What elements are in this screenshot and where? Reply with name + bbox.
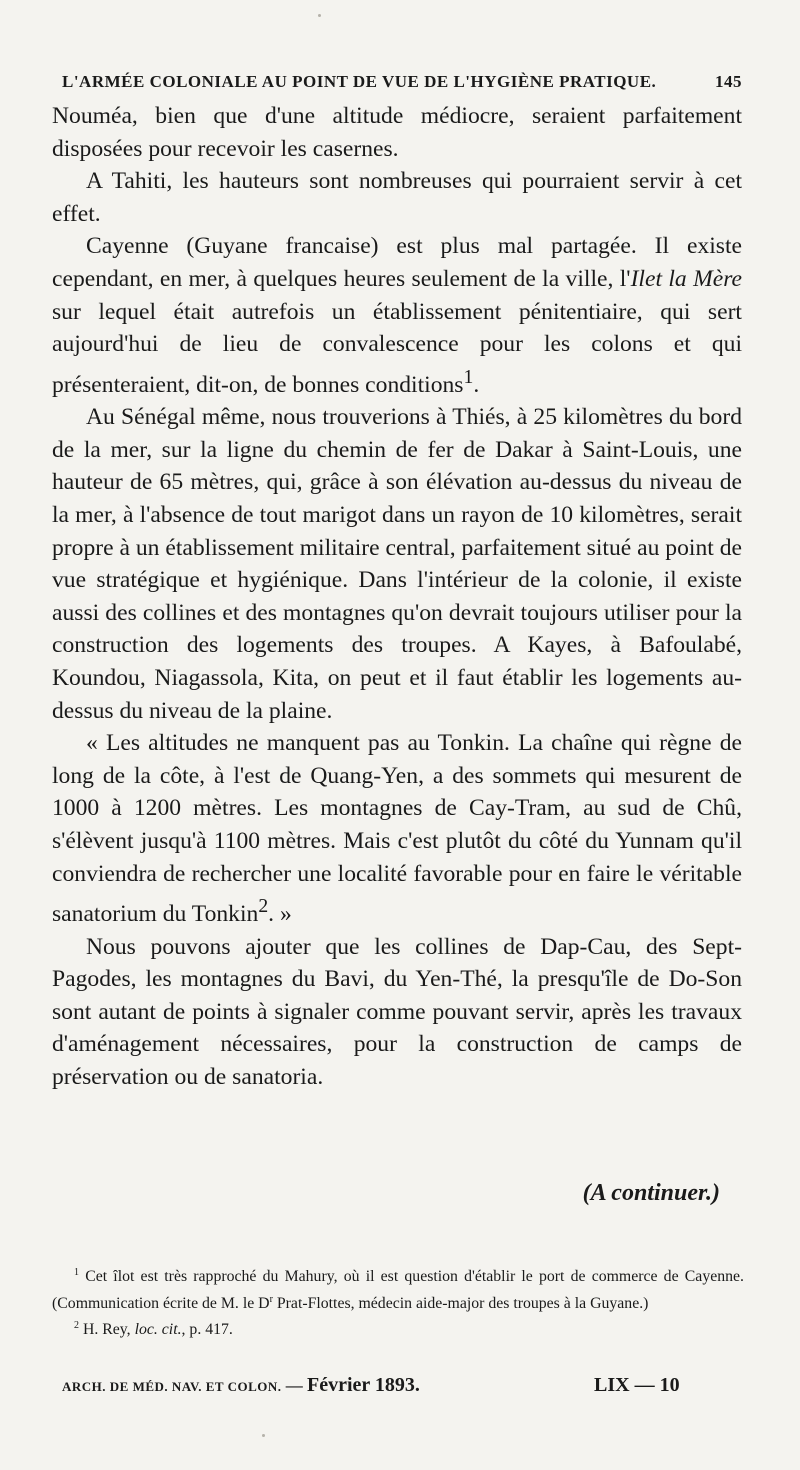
- footer-journal: ARCH. DE MÉD. NAV. ET COLON.: [62, 1379, 282, 1394]
- paragraph: [52, 401, 742, 727]
- footer-citation: [62, 1374, 420, 1397]
- text-run: A Tahiti, les hauteurs sont nombreuses qui pourraient servir à cet effet.: [52, 168, 742, 227]
- italic-text: Ilet la Mère: [630, 265, 742, 292]
- to-be-continued-text: A continuer.: [590, 1180, 712, 1206]
- running-head: [52, 72, 742, 98]
- text-run: Au Sénégal même, nous trouverions à Thiés, à 25 kilomètres du bord de la mer, sur la ligne du chemin de fer de Dakar à Saint-Louis, une hauteur de 65 mètres, qui, grâce à son élévation au-dessus du niveau de la mer, à l'absence de tout marigot dans un rayon de 10 kilomètres, serait propre à un établissement militaire central, parfaitement situé au point de vue stratégique et hygiénique. Dans l'intérieur de la colonie, il existe aussi des collines et des montagnes qu'on devrait toujours utiliser pour la construction des logements des troupes. A Kayes, à Bafoulabé, Koundou, Niagassola, Kita, on peut et il faut établir les logements au-dessus du niveau de la plaine.: [52, 404, 742, 724]
- text-run: . »: [268, 900, 292, 927]
- text-run: Cayenne (Guyane francaise) est plus mal partagée. Il existe cependant, en mer, à quelques heures seulement de la ville, l': [52, 233, 742, 292]
- paragraph: [52, 230, 742, 401]
- italic-text: loc. cit.: [134, 1321, 182, 1338]
- footnote-marker: 1: [463, 365, 474, 388]
- footer-volume: LIX — 10: [594, 1374, 680, 1396]
- text-run: Nouméa, bien que d'une altitude médiocre, seraient parfaitement disposées pour recevoir les casernes.: [52, 103, 742, 162]
- body-text: [52, 100, 742, 1094]
- footnote: [52, 1262, 744, 1315]
- footnote-number: 2: [74, 1320, 79, 1331]
- text-run: « Les altitudes ne manquent pas au Tonkin. La chaîne qui règne de long de la côte, à l'est de Quang-Yen, a des sommets qui mesurent de 1000 à 1200 mètres. Les montagnes de Cay-Tram, au sud de Chû, s'élèvent jusqu'à 1100 mètres. Mais c'est plutôt du côté du Yunnam qu'il conviendra de rechercher une localité favorable pour en faire le véritable sanatorium du Tonkin: [52, 730, 742, 927]
- footnote-marker: 2: [258, 895, 269, 918]
- text-run: , p. 417.: [181, 1321, 233, 1338]
- paragraph: [52, 931, 742, 1094]
- text-run: Nous pouvons ajouter que les collines de Dap-Cau, des Sept-Pagodes, les montagnes du Bavi, du Yen-Thé, la presqu'île de Do-Son sont autant de points à signaler comme pouvant servir, après les travaux d'aménagement nécessaires, pour la construction de camps de préservation ou de sanatoria.: [52, 933, 742, 1090]
- paper-speck: [262, 1434, 265, 1437]
- footer-separator: —: [281, 1376, 308, 1395]
- footnote-marker: r: [269, 1293, 273, 1305]
- footnotes: [52, 1262, 744, 1342]
- text-run: H. Rey,: [82, 1321, 135, 1338]
- text-run: Cet îlot est très rapproché du Mahury, où il est question d'établir le port de commerce de Cayenne. (Communication écrite de M. le D: [52, 1268, 744, 1312]
- paragraph: [52, 727, 742, 930]
- to-be-continued: (A continuer.): [582, 1180, 720, 1206]
- page-number: 145: [715, 72, 742, 91]
- page-footer: [62, 1374, 742, 1402]
- paper-speck: [318, 14, 321, 17]
- footnote-number: 1: [74, 1267, 79, 1278]
- text-run: Prat-Flottes, médecin aide-major des troupes à la Guyane.): [272, 1294, 649, 1312]
- running-head-title: L'ARMÉE COLONIALE AU POINT DE VUE DE L'HYGIÈNE PRATIQUE.: [62, 72, 657, 91]
- footnote: [52, 1315, 744, 1342]
- paragraph: [52, 100, 742, 165]
- text-run: sur lequel était autrefois un établissement pénitentiaire, qui sert aujourd'hui de lieu de convalescence pour les colons et qui présenteraient, dit-on, de bonnes conditions: [52, 298, 742, 398]
- paragraph: [52, 165, 742, 230]
- text-run: .: [473, 371, 480, 398]
- footer-date: Février 1893.: [307, 1374, 420, 1396]
